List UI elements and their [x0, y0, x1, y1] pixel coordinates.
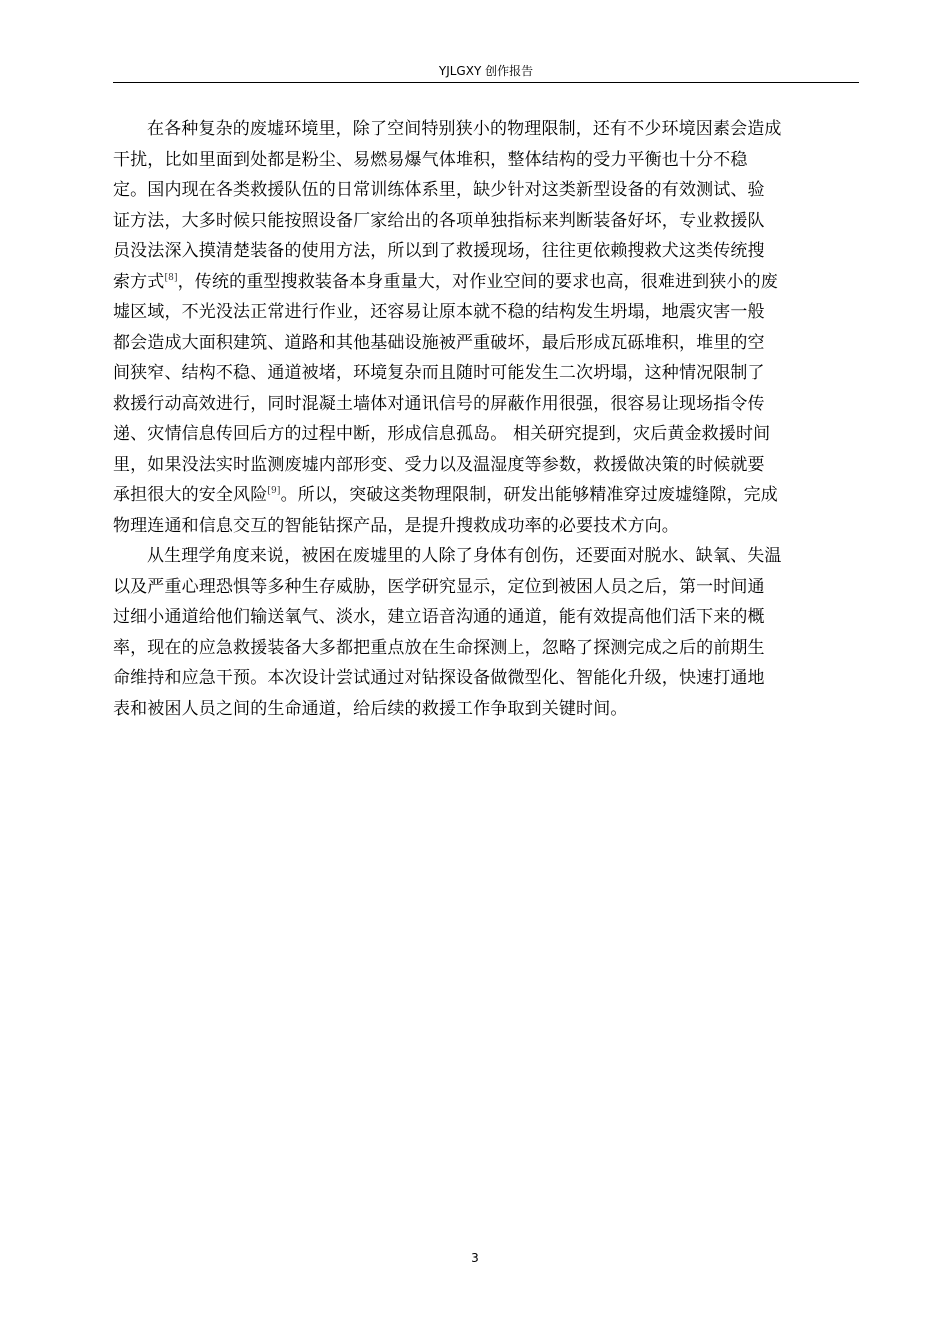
paragraph-line: 员没法深入摸清楚装备的使用方法，所以到了救援现场，往往更依赖搜救犬这类传统搜 — [113, 241, 765, 261]
paragraph-line: 干扰，比如里面到处都是粉尘、易燃易爆气体堆积，整体结构的受力平衡也十分不稳 — [113, 149, 748, 170]
page-header-title: YJLGXY 创作报告 — [438, 64, 534, 78]
page-number: 3 — [471, 1251, 479, 1265]
paragraph-line: 表和被困人员之间的生命通道，给后续的救援工作争取到关键时间。 — [113, 698, 628, 719]
paragraph-line: 都会造成大面积建筑、道路和其他基础设施被严重破坏，最后形成瓦砾堆积，堆里的空 — [113, 332, 765, 353]
text-segment: ，传统的重型搜救装备本身重量大，对作业空间的要求也高，很难进到狭小的废 — [177, 271, 778, 292]
paragraph-line: 命维持和应急干预。本次设计尝试通过对钻探设备做微型化、智能化升级，快速打通地 — [113, 668, 765, 688]
text-segment: 。所以，突破这类物理限制，研发出能够精准穿过废墟缝隙，完成 — [280, 485, 778, 505]
paragraph-line: 定。国内现在各类救援队伍的日常训练体系里，缺少针对这类新型设备的有效测试、验 — [113, 180, 765, 200]
citation-8: [8] — [164, 272, 178, 283]
paragraph-line: 间狭窄、结构不稳、通道被堵，环境复杂而且随时可能发生二次坍塌，这种情况限制了 — [113, 363, 765, 383]
paragraph-line: 率，现在的应急救援装备大多都把重点放在生命探测上，忽略了探测完成之后的前期生 — [113, 637, 765, 658]
document-body — [113, 114, 859, 724]
paragraph-line: 物理连通和信息交互的智能钻探产品，是提升搜救成功率的必要技术方向。 — [113, 515, 679, 536]
paragraph-1 — [113, 114, 859, 541]
paragraph-2 — [113, 541, 859, 724]
paragraph-line: 救援行动高效进行，同时混凝土墙体对通讯信号的屏蔽作用很强，很容易让现场指令传 — [113, 393, 765, 414]
paragraph-line: 从生理学角度来说，被困在废墟里的人除了身体有创伤，还要面对脱水、缺氧、失温 — [147, 546, 782, 566]
header-divider — [113, 82, 859, 83]
paragraph-line: 过细小通道给他们输送氧气、淡水，建立语音沟通的通道，能有效提高他们活下来的概 — [113, 607, 765, 627]
text-segment: 索方式 — [113, 271, 165, 292]
paragraph-line: 在各种复杂的废墟环境里，除了空间特别狭小的物理限制，还有不少环境因素会造成 — [147, 119, 782, 139]
paragraph-line: 递、灾情信息传回后方的过程中断，形成信息孤岛。 相关研究提到，灾后黄金救援时间 — [113, 424, 771, 444]
paragraph-line: 以及严重心理恐惧等多种生存威胁，医学研究显示，定位到被困人员之后，第一时间通 — [113, 576, 765, 597]
paragraph-line: 证方法，大多时候只能按照设备厂家给出的各项单独指标来判断装备好坏，专业救援队 — [113, 210, 765, 231]
citation-9: [9] — [267, 486, 281, 496]
paragraph-line: 墟区域，不光没法正常进行作业，还容易让原本就不稳的结构发生坍塌，地震灾害一般 — [113, 302, 765, 322]
paragraph-line: 里，如果没法实时监测废墟内部形变、受力以及温湿度等参数，救援做决策的时候就要 — [113, 454, 765, 475]
paragraph-line-with-citation — [113, 267, 859, 298]
text-segment: 承担很大的安全风险 — [113, 485, 268, 505]
paragraph-line-with-citation — [113, 480, 859, 511]
